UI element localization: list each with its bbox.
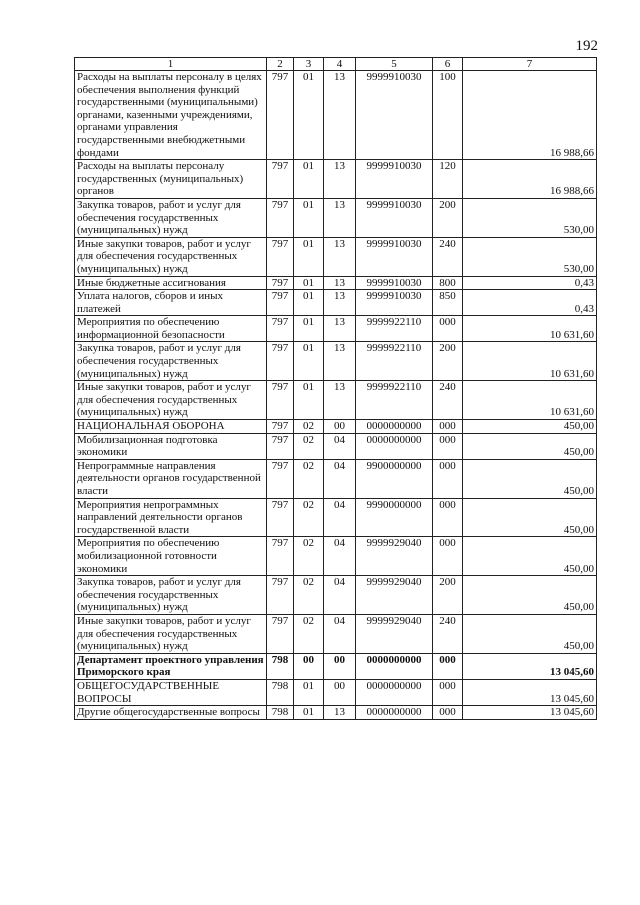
row-amount-cell: 450,00 [463,614,597,653]
row-name-cell: Непрограммные направления деятельности органов государственной власти [75,459,267,498]
row-target-article-cell: 9999910030 [356,160,433,199]
row-expense-type-cell: 100 [433,71,463,160]
row-name-cell: Мероприятия по обеспечению информационной безопасности [75,316,267,342]
row-name-cell: Закупка товаров, работ и услуг для обеспечения государственных (муниципальных) нужд [75,198,267,237]
row-section-cell: 02 [294,498,324,537]
header-cell: 3 [294,58,324,71]
row-amount-cell: 13 045,60 [463,653,597,679]
row-code-cell: 797 [267,381,294,420]
row-expense-type-cell: 240 [433,381,463,420]
row-target-article-cell: 9999929040 [356,576,433,615]
row-section-cell: 01 [294,276,324,290]
row-amount-cell: 0,43 [463,290,597,316]
row-expense-type-cell: 200 [433,576,463,615]
table-row [75,498,597,537]
row-section-cell: 01 [294,290,324,316]
page-number: 192 [575,38,598,54]
row-expense-type-cell: 240 [433,614,463,653]
row-target-article-cell: 0000000000 [356,679,433,705]
table-row [75,160,597,199]
row-code-cell: 797 [267,316,294,342]
row-section-cell: 01 [294,342,324,381]
row-name-cell: Расходы на выплаты персоналу в целях обеспечения выполнения функций государственными (муниципальными) органами, казенными учреждениями, органами управления государственными внебюджетными фондами [75,71,267,160]
row-name-cell: Иные закупки товаров, работ и услуг для обеспечения государственных (муниципальных) нужд [75,381,267,420]
row-subsection-cell: 04 [324,498,356,537]
row-expense-type-cell: 200 [433,342,463,381]
row-target-article-cell: 0000000000 [356,653,433,679]
row-name-cell: Мобилизационная подготовка экономики [75,433,267,459]
row-expense-type-cell: 240 [433,237,463,276]
row-subsection-cell: 13 [324,316,356,342]
row-section-cell: 01 [294,237,324,276]
row-subsection-cell: 04 [324,576,356,615]
row-code-cell: 797 [267,420,294,434]
header-cell: 2 [267,58,294,71]
row-amount-cell: 530,00 [463,237,597,276]
row-subsection-cell: 13 [324,290,356,316]
row-name-cell: НАЦИОНАЛЬНАЯ ОБОРОНА [75,420,267,434]
row-name-cell: Иные закупки товаров, работ и услуг для обеспечения государственных (муниципальных) нужд [75,614,267,653]
row-expense-type-cell: 000 [433,316,463,342]
table-header-row [75,58,597,71]
row-code-cell: 797 [267,342,294,381]
row-code-cell: 797 [267,433,294,459]
row-subsection-cell: 13 [324,706,356,720]
row-section-cell: 02 [294,459,324,498]
row-amount-cell: 450,00 [463,420,597,434]
row-target-article-cell: 9999910030 [356,237,433,276]
row-code-cell: 797 [267,459,294,498]
row-name-cell: Департамент проектного управления Приморского края [75,653,267,679]
table-row [75,316,597,342]
table-row [75,420,597,434]
table-row [75,706,597,720]
table-row [75,198,597,237]
table-row [75,459,597,498]
row-name-cell: Расходы на выплаты персоналу государственных (муниципальных) органов [75,160,267,199]
table-row [75,537,597,576]
table-row [75,679,597,705]
row-amount-cell: 16 988,66 [463,160,597,199]
row-target-article-cell: 9999910030 [356,276,433,290]
row-name-cell: Уплата налогов, сборов и иных платежей [75,290,267,316]
row-subsection-cell: 13 [324,276,356,290]
row-amount-cell: 10 631,60 [463,381,597,420]
row-subsection-cell: 00 [324,679,356,705]
header-cell: 7 [463,58,597,71]
row-amount-cell: 450,00 [463,433,597,459]
row-name-cell: Закупка товаров, работ и услуг для обеспечения государственных (муниципальных) нужд [75,342,267,381]
row-subsection-cell: 04 [324,433,356,459]
row-code-cell: 797 [267,276,294,290]
table-row [75,614,597,653]
row-code-cell: 797 [267,290,294,316]
row-section-cell: 00 [294,653,324,679]
row-section-cell: 02 [294,537,324,576]
header-cell: 6 [433,58,463,71]
row-subsection-cell: 04 [324,614,356,653]
row-subsection-cell: 13 [324,237,356,276]
row-expense-type-cell: 000 [433,420,463,434]
row-section-cell: 01 [294,71,324,160]
row-name-cell: ОБЩЕГОСУДАРСТВЕННЫЕ ВОПРОСЫ [75,679,267,705]
table-row [75,237,597,276]
row-subsection-cell: 00 [324,653,356,679]
row-code-cell: 798 [267,679,294,705]
row-name-cell: Мероприятия по обеспечению мобилизационной готовности экономики [75,537,267,576]
row-expense-type-cell: 000 [433,498,463,537]
row-code-cell: 797 [267,498,294,537]
row-code-cell: 797 [267,198,294,237]
row-amount-cell: 13 045,60 [463,679,597,705]
row-subsection-cell: 04 [324,537,356,576]
row-subsection-cell: 13 [324,71,356,160]
row-code-cell: 797 [267,71,294,160]
row-amount-cell: 450,00 [463,459,597,498]
row-target-article-cell: 9990000000 [356,498,433,537]
row-subsection-cell: 13 [324,160,356,199]
row-code-cell: 797 [267,537,294,576]
row-name-cell: Другие общегосударственные вопросы [75,706,267,720]
row-target-article-cell: 0000000000 [356,706,433,720]
row-expense-type-cell: 000 [433,706,463,720]
row-code-cell: 797 [267,614,294,653]
row-expense-type-cell: 800 [433,276,463,290]
row-section-cell: 01 [294,706,324,720]
row-target-article-cell: 9999922110 [356,316,433,342]
row-code-cell: 797 [267,160,294,199]
row-amount-cell: 450,00 [463,537,597,576]
row-subsection-cell: 13 [324,381,356,420]
row-code-cell: 797 [267,237,294,276]
table-row [75,342,597,381]
table-row [75,71,597,160]
header-cell: 5 [356,58,433,71]
table-row [75,276,597,290]
row-target-article-cell: 9999910030 [356,198,433,237]
row-section-cell: 01 [294,316,324,342]
row-section-cell: 02 [294,576,324,615]
row-section-cell: 02 [294,433,324,459]
row-name-cell: Закупка товаров, работ и услуг для обеспечения государственных (муниципальных) нужд [75,576,267,615]
row-subsection-cell: 00 [324,420,356,434]
row-name-cell: Иные закупки товаров, работ и услуг для обеспечения государственных (муниципальных) нужд [75,237,267,276]
row-section-cell: 01 [294,679,324,705]
row-amount-cell: 530,00 [463,198,597,237]
row-target-article-cell: 9999929040 [356,537,433,576]
row-target-article-cell: 9999910030 [356,71,433,160]
row-code-cell: 798 [267,653,294,679]
row-target-article-cell: 9999922110 [356,381,433,420]
row-expense-type-cell: 000 [433,433,463,459]
row-amount-cell: 450,00 [463,498,597,537]
row-expense-type-cell: 000 [433,653,463,679]
row-expense-type-cell: 850 [433,290,463,316]
row-subsection-cell: 13 [324,342,356,381]
header-cell: 1 [75,58,267,71]
row-name-cell: Мероприятия непрограммных направлений деятельности органов государственной власти [75,498,267,537]
row-amount-cell: 0,43 [463,276,597,290]
row-section-cell: 01 [294,198,324,237]
row-amount-cell: 10 631,60 [463,342,597,381]
row-section-cell: 01 [294,160,324,199]
row-section-cell: 01 [294,381,324,420]
row-amount-cell: 16 988,66 [463,71,597,160]
budget-table [74,57,597,720]
row-subsection-cell: 04 [324,459,356,498]
row-expense-type-cell: 200 [433,198,463,237]
table-row [75,433,597,459]
row-section-cell: 02 [294,420,324,434]
row-target-article-cell: 0000000000 [356,420,433,434]
table-row [75,290,597,316]
row-expense-type-cell: 000 [433,459,463,498]
row-target-article-cell: 9999929040 [356,614,433,653]
row-expense-type-cell: 000 [433,679,463,705]
table-row [75,576,597,615]
row-code-cell: 797 [267,576,294,615]
row-subsection-cell: 13 [324,198,356,237]
row-amount-cell: 10 631,60 [463,316,597,342]
row-amount-cell: 450,00 [463,576,597,615]
row-expense-type-cell: 120 [433,160,463,199]
header-cell: 4 [324,58,356,71]
row-name-cell: Иные бюджетные ассигнования [75,276,267,290]
table-row [75,381,597,420]
row-amount-cell: 13 045,60 [463,706,597,720]
row-target-article-cell: 9999922110 [356,342,433,381]
row-target-article-cell: 9999910030 [356,290,433,316]
row-target-article-cell: 0000000000 [356,433,433,459]
row-target-article-cell: 9900000000 [356,459,433,498]
row-section-cell: 02 [294,614,324,653]
table-row [75,653,597,679]
row-code-cell: 798 [267,706,294,720]
row-expense-type-cell: 000 [433,537,463,576]
